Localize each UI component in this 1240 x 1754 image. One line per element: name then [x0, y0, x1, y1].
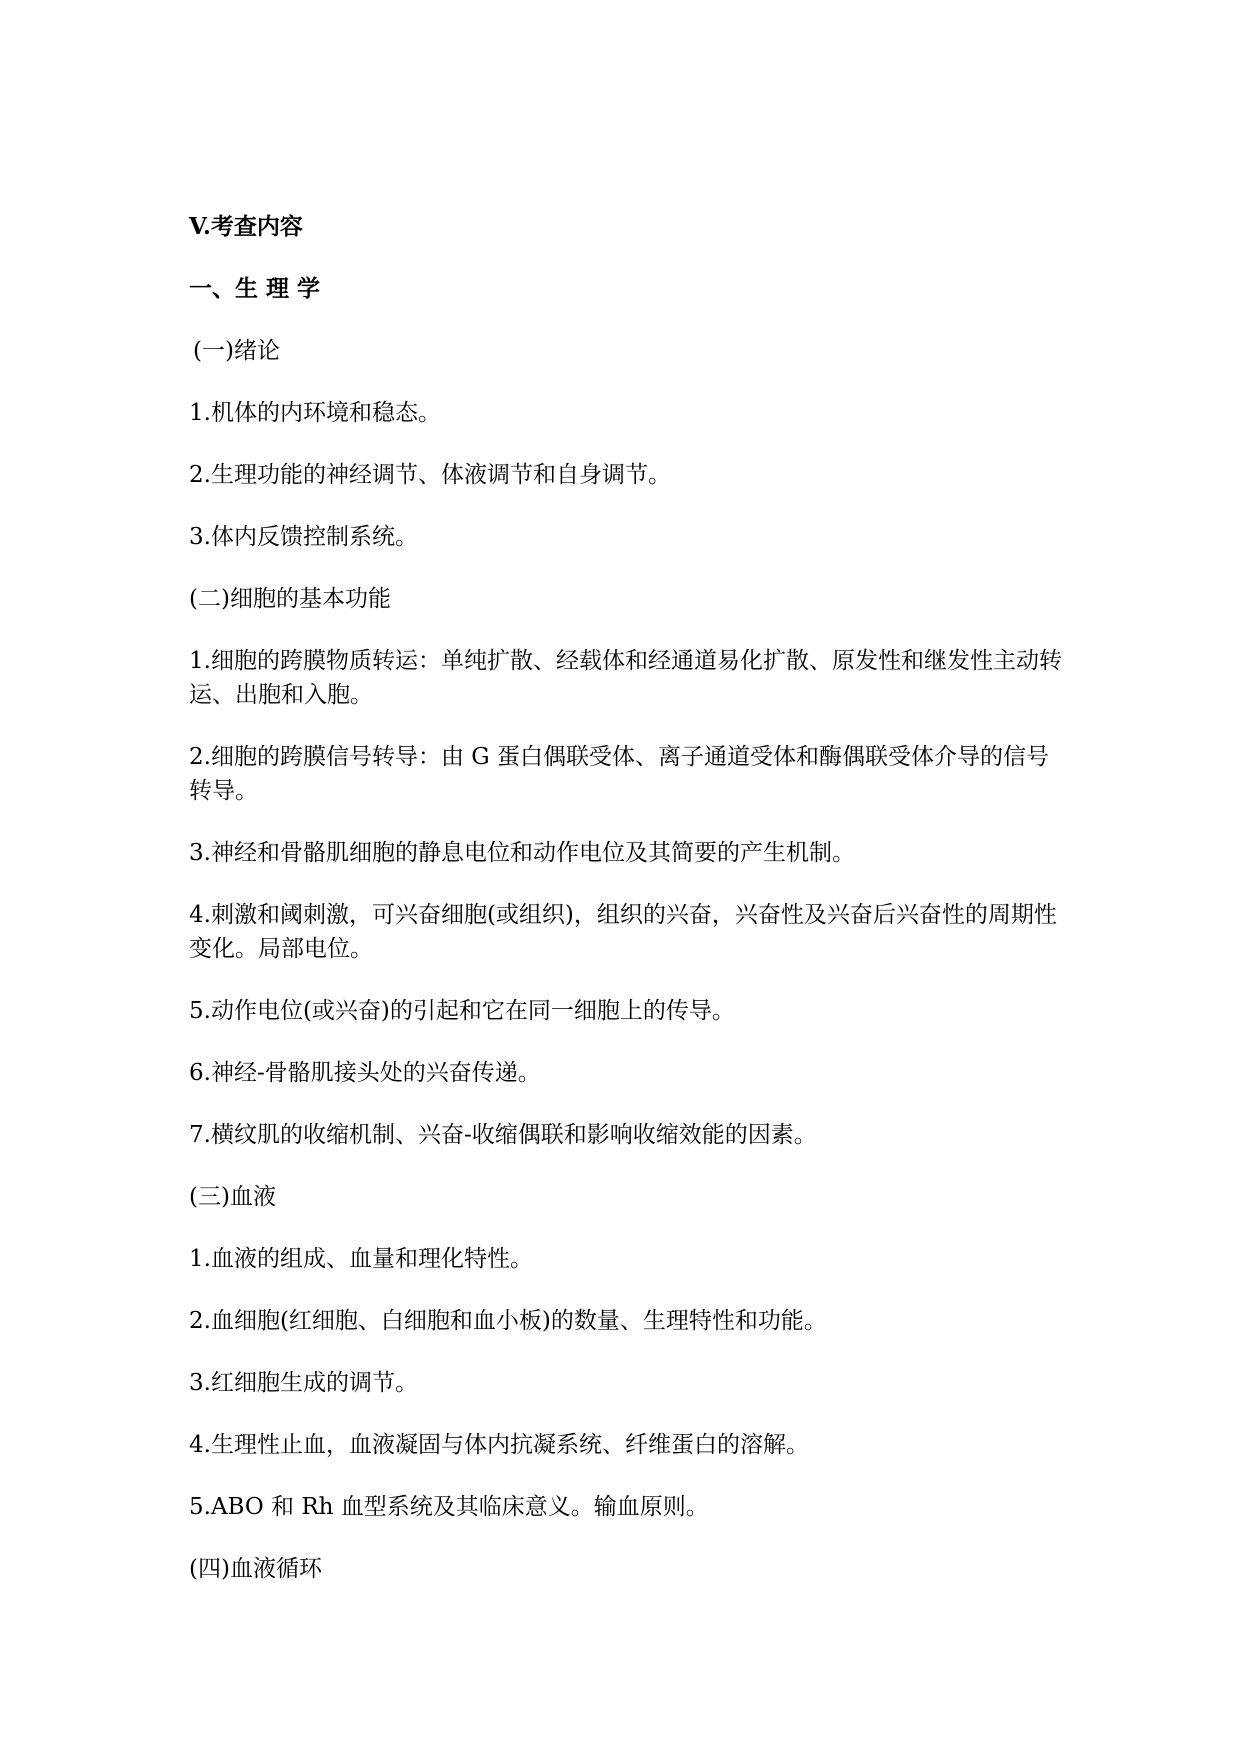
list-item: 3.神经和骨骼肌细胞的静息电位和动作电位及其简要的产生机制。: [189, 840, 855, 866]
list-item: 7.横纹肌的收缩机制、兴奋-收缩偶联和影响收缩效能的因素。: [189, 1122, 817, 1148]
list-item: 3.体内反馈控制系统。: [189, 524, 418, 550]
list-item: 5.动作电位(或兴奋)的引起和它在同一细胞上的传导。: [189, 998, 735, 1024]
list-item: 2.细胞的跨膜信号转导：由 G 蛋白偶联受体、离子通道受体和酶偶联受体介导的信号转导。: [189, 744, 1049, 804]
list-item: 2.生理功能的神经调节、体液调节和自身调节。: [189, 462, 671, 488]
section-title: (二)细胞的基本功能: [189, 586, 391, 612]
list-item: 6.神经-骨骼肌接头处的兴奋传递。: [189, 1060, 541, 1086]
section-title: (三)血液: [189, 1184, 276, 1210]
list-item: 3.红细胞生成的调节。: [189, 1370, 418, 1396]
list-item: 1.细胞的跨膜物质转运：单纯扩散、经载体和经通道易化扩散、原发性和继发性主动转运、出胞和入胞。: [189, 648, 1062, 708]
list-item: 4.生理性止血，血液凝固与体内抗凝系统、纤维蛋白的溶解。: [189, 1432, 809, 1458]
subject-heading: 一、生 理 学: [189, 275, 321, 302]
list-item: 1.血液的组成、血量和理化特性。: [189, 1246, 533, 1272]
list-item: 4.刺激和阈刺激，可兴奋细胞(或组织)，组织的兴奋，兴奋性及兴奋后兴奋性的周期性变化。局部电位。: [189, 902, 1057, 962]
list-item: 2.血细胞(红细胞、白细胞和血小板)的数量、生理特性和功能。: [189, 1308, 827, 1334]
list-item: 5.ABO 和 Rh 血型系统及其临床意义。输血原则。: [189, 1494, 709, 1520]
section-title: (一)绪论: [193, 338, 280, 364]
section-heading: V.考查内容: [189, 213, 303, 240]
list-item: 1.机体的内环境和稳态。: [189, 400, 441, 426]
section-title: (四)血液循环: [189, 1556, 322, 1582]
